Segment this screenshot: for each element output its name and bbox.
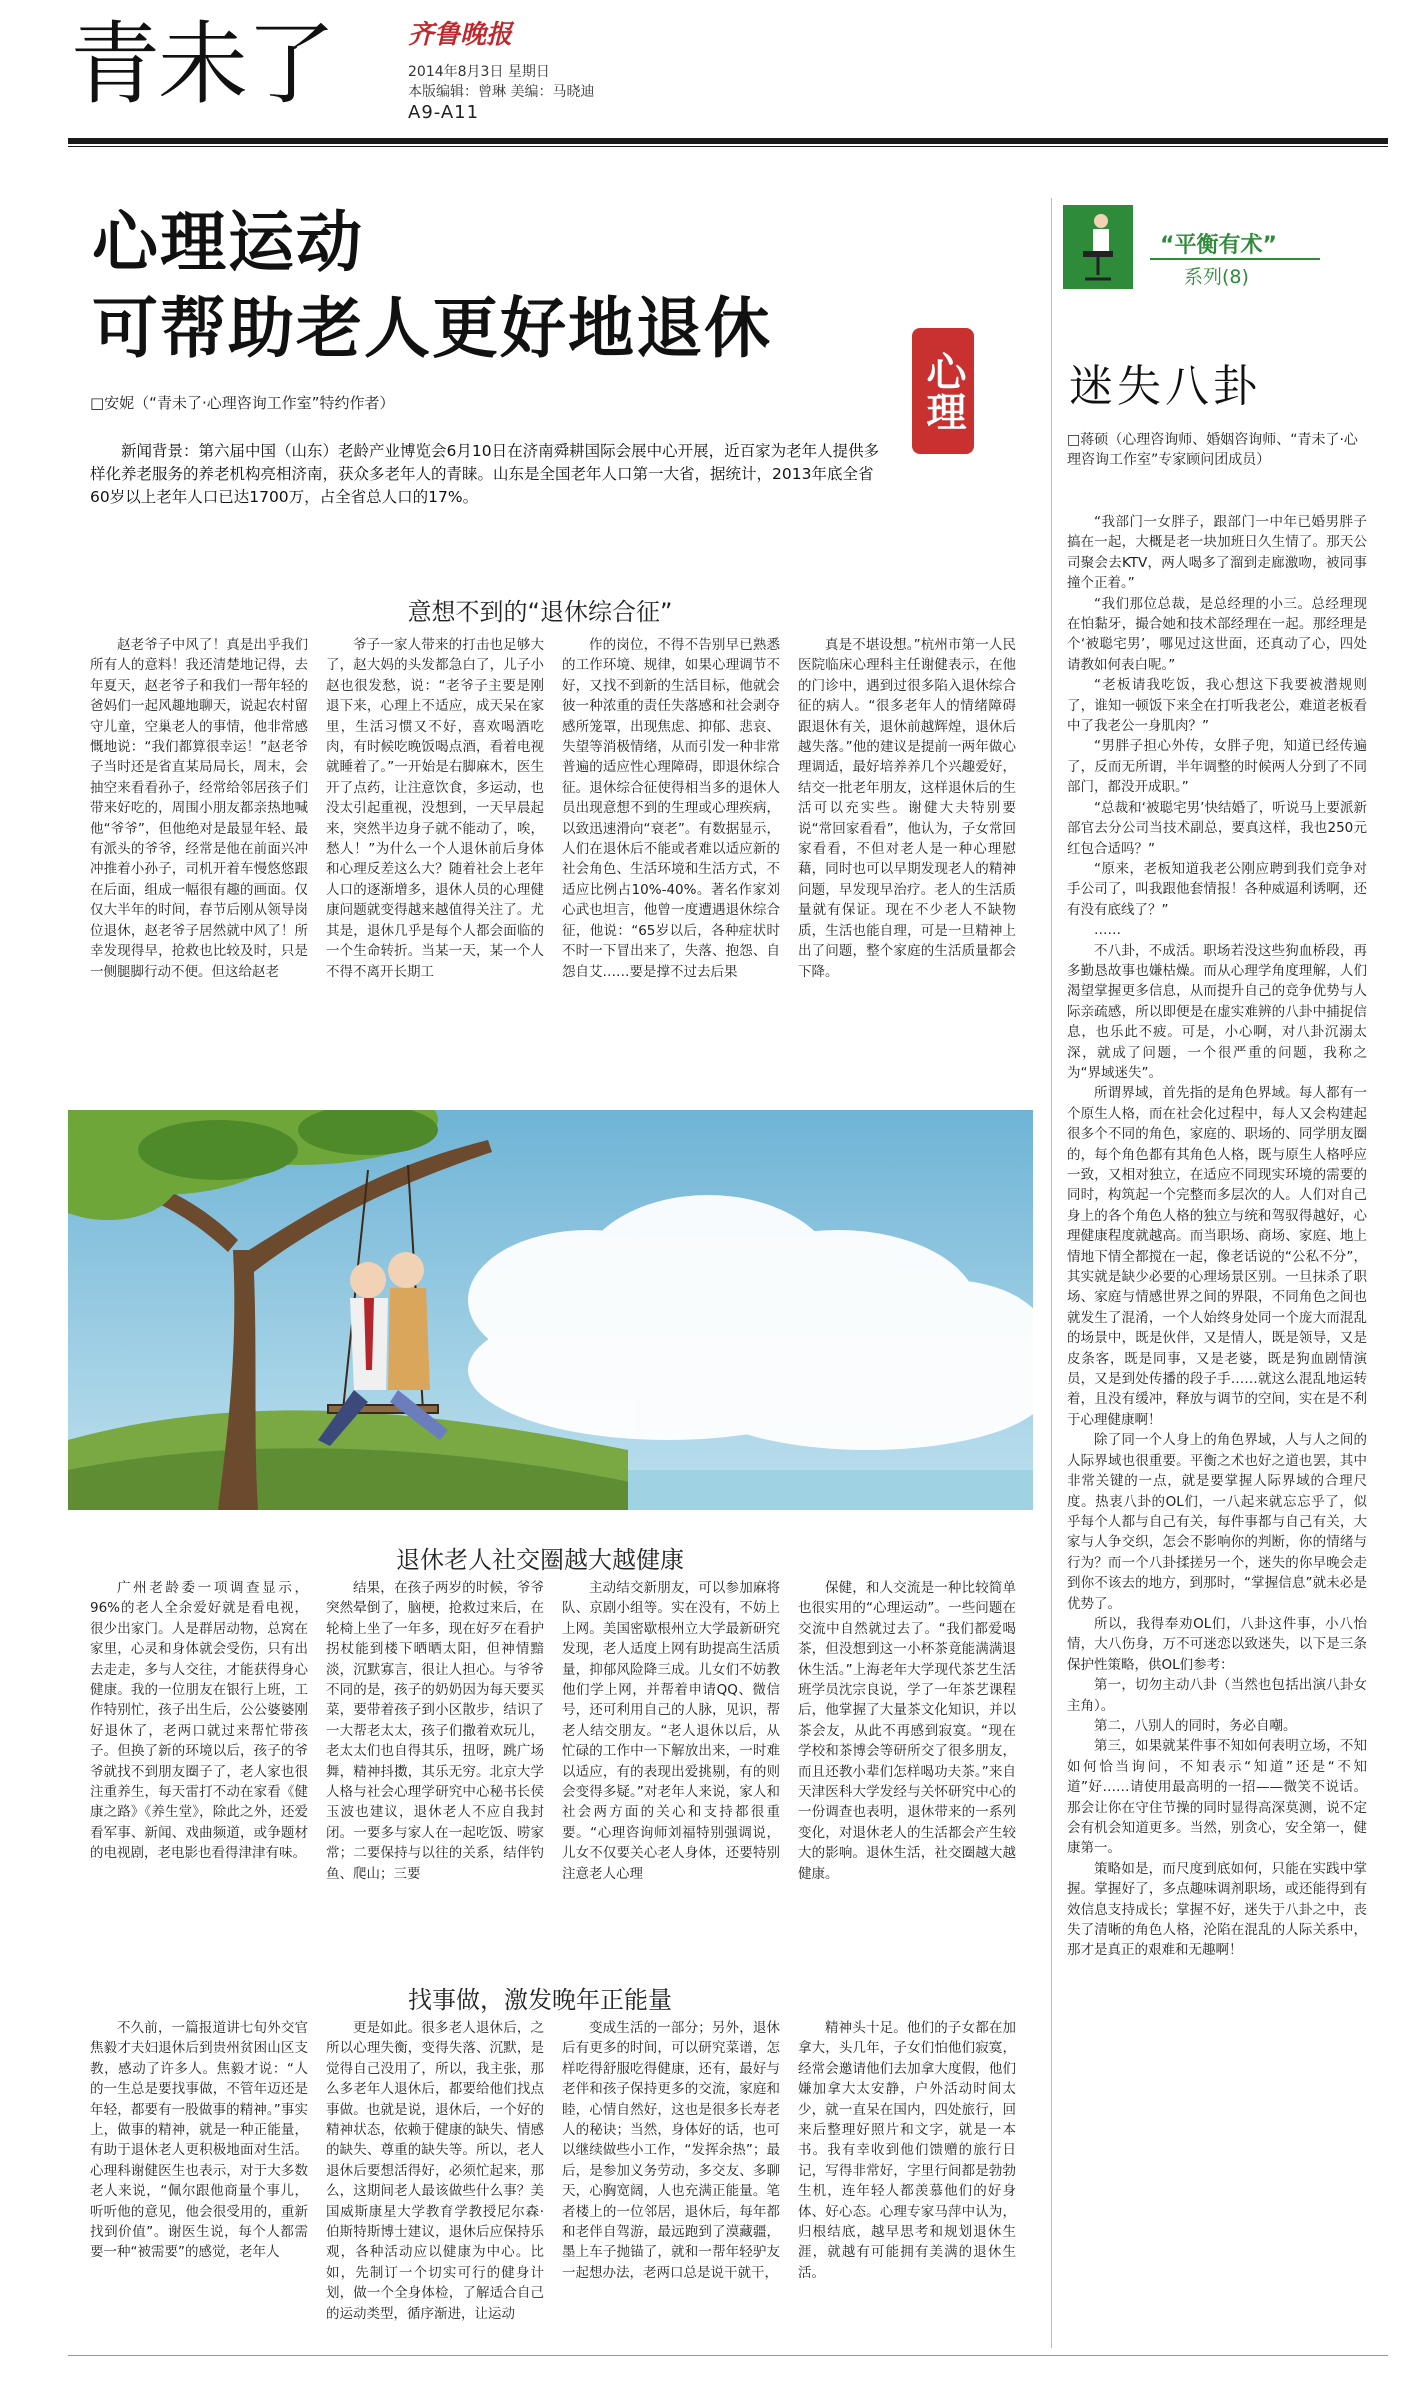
headline-line-1: 心理运动 (92, 204, 364, 281)
series-number: 系列(8) (1184, 266, 1249, 288)
sidebar-paragraph: 第一，切勿主动八卦（当然也包括出演八卦女主角）。 (1067, 1677, 1367, 1714)
section-title-1: 意想不到的“退休综合征” (407, 598, 673, 626)
sidebar-divider (1051, 198, 1052, 2348)
sidebar-paragraph: “我们那位总裁，是总经理的小三。总经理现在怕黏牙，撮合她和技术部经理在一起。那经理是个‘被聪宅男’，哪见过这世面，还真动了心，四处请教如何表白呢。” (1067, 595, 1367, 673)
issue-date: 2014年8月3日 星期日 (408, 64, 550, 80)
section-2-column-1: 广州老龄委一项调查显示，96%的老人全余爱好就是看电视，很少出家门。人是群居动物，总窝在家里，心灵和身体就会受伤，只有出去走走，多与人交往，才能获得身心健康。我的一位朋友在银行上班，工作特别忙，孩子出生后，公公婆婆刚好退休了，老两口就过来帮忙带孩子。但换了新的环境以后，孩子的爷爷就找不到朋友圈子了，老人家也很注重养生，每天雷打不动在家看《健康之路》《养生堂》，除此之外，还爱看军事、新闻、戏曲频道，或争题材的电视剧，老电影也看得津津有味。 (90, 1580, 308, 1862)
sidebar-paragraph: 第三，如果就某件事不知如何表明立场，不知如何恰当询问，不知表示“知道”还是“不知道”好……请使用最高明的一招——微笑不说话。那会让你在守住节操的同时显得高深莫测，说不定会有机会知道更多。当然，别贪心，安全第一，健康第一。 (1067, 1738, 1367, 1857)
section-1-column-4: 真是不堪设想。”杭州市第一人民医院临床心理科主任谢健表示，在他的门诊中，遇到过很多陷入退休综合征的病人。“很多老年人的情绪障碍跟退休有关，退休前越辉煌，退休后越失落。”他的建议是提前一两年做心理调适，最好培养养几个兴趣爱好，结交一批老年朋友，这样退休后的生活可以充实些。谢健大夫特别要说“常回家看看”，他认为，子女常回家看看，不但对老人是一种心理慰藉，同时也可以早期发现老人的精神问题，早发现早治疗。老人的生活质量就有保证。现在不少老人不缺物质，生活也能自理，可是一旦精神上出了问题，整个家庭的生活质量都会下降。 (798, 637, 1016, 980)
editor-credits: 本版编辑：曾琳 美编：马晓迪 (408, 84, 595, 100)
seal-text: 心理 (920, 351, 967, 431)
section-3-column-1: 不久前，一篇报道讲七旬外交官焦毅才夫妇退休后到贵州贫困山区支教，感动了许多人。焦毅才说：“人的一生总是要找事做，不管年迈还是年轻，都要有一股做事的精神。”事实上，做事的精神，就是一种正能量，有助于退休老人更积极地面对生活。心理科谢健医生也表示，对于大多数老人来说，“佩尔跟他商量个事儿，听听他的意见，他会很受用的，重新找到价值”。谢医生说，每个人都需要一种“被需要”的感觉，老年人 (90, 2020, 308, 2261)
section-2-column-4: 保健，和人交流是一种比较简单也很实用的“心理运动”。一些问题在交流中自然就过去了。“我们都爱喝茶，但没想到这一小杯茶竟能满满退休生活。”上海老年大学现代茶艺生活班学员沈宗良说，学了一年茶艺课程后，他掌握了大量茶文化知识，并以茶会友，从此不再感到寂寞。“现在学校和茶博会等研所交了很多朋友，而且还教小辈们怎样喝功夫茶。”来自天津医科大学发经与关怀研究中心的一份调查也表明，退休带来的一系列变化，对退休老人的生活都会产生较大的影响。退休生活，社交圈越大越健康。 (798, 1580, 1016, 1882)
sidebar-paragraph: “总裁和‘被聪宅男’快结婚了，听说马上要派新部官去分公司当技术副总，要真这样，我也250元红包合适吗？” (1067, 799, 1367, 857)
series-tag: “平衡有术” (1160, 233, 1277, 258)
sidebar-paragraph: …… (1094, 922, 1121, 939)
sidebar-title: 迷失八卦 (1069, 361, 1261, 412)
page-range: A9-A11 (408, 102, 480, 123)
article-byline: □安妮（“青未了·心理咨询工作室”特约作者） (90, 394, 395, 412)
section-2-column-3: 主动结交新朋友，可以参加麻将队、京剧小组等。实在没有，不妨上上网。美国密歇根州立大学最新研究发现，老人适度上网有助提高生活质量，抑郁风险降三成。儿女们不妨教他们学上网，并帮着申请QQ、微信号，还可利用自己的人脉，见识，帮老人结交朋友。“老人退休以后，从忙碌的工作中一下解放出来，一时难以适应，有的表现出爱挑剔，有的则会变得多疑。”对老年人来说，家人和社会两方面的关心和支持都很重要。“心理咨询师刘福特别强调说，儿女不仅要关心老人身体，还要特别注意老人心理 (562, 1580, 780, 1882)
sidebar-paragraph: 所以，我得奉劝OL们，八卦这件事，小八怡情，大八伤身，万不可迷恋以致迷失，以下是三条保护性策略，供OL们参考： (1067, 1615, 1367, 1673)
section-2-column-2: 结果，在孩子两岁的时候，爷爷突然晕倒了，脑梗，抢救过来后，在轮椅上坐了一年多，现在好歹在看护拐杖能到楼下晒晒太阳，但神情黯淡，沉默寡言，很让人担心。与爷爷不同的是，孩子的奶奶因为每天要买菜，要带着孩子到小区散步，结识了一大帮老太太，孩子们撒着欢玩儿，老太太们也自得其乐，扭呀，跳广场舞，精神抖擞，其乐无穷。北京大学人格与社会心理学研究中心秘书长侯玉波也建议，退休老人不应自我封闭。一要多与家人在一起吃饭、唠家常；二要保持与以往的关系，结伴钓鱼、爬山；三要 (326, 1580, 544, 1882)
section-title-3: 找事做，激发晚年正能量 (408, 1986, 672, 2014)
issue-meta (408, 62, 594, 102)
section-3-column-3: 变成生活的一部分；另外，退休后有更多的时间，可以研究菜谱，怎样吃得舒服吃得健康，还有，最好与老伴和孩子保持更多的交流，家庭和睦，心情自然好，这也是很多长寿老人的秘诀；当然，身体好的话，也可以继续做些小工作，“发挥余热”；最后，是参加义务劳动，多交友、多聊天，心胸宽阔，人也充满正能量。笔者楼上的一位邻居，退休后，每年都和老伴自驾游，最远跑到了漠藏疆，墨上车子抛锚了，就和一帮年轻驴友一起想办法，老两口总是说干就干， (562, 2020, 780, 2281)
sidebar-paragraph: 策略如是，而尺度到底如何，只能在实践中掌握。掌握好了，多点趣味调剂职场，或还能得到有效信息支持成长；掌握不好，迷失于八卦之中，丧失了清晰的角色人格，沦陷在混乱的人际关系中，那才是真正的艰难和无趣啊！ (1067, 1860, 1367, 1959)
sidebar-byline: □蒋硕（心理咨询师、婚姻咨询师、“青未了·心理咨询工作室”专家顾问团成员） (1067, 432, 1358, 468)
section-3-column-4: 精神头十足。他们的子女都在加拿大，头几年，子女们怕他们寂寞，经常会邀请他们去加拿大度假，他们嫌加拿大太安静，户外活动时间太少，就一直呆在国内，四处旅行，回来后整理好照片和文字，就是一本书。我有幸收到他们馈赠的旅行日记，写得非常好，字里行间都是勃勃生机，连年轻人都羡慕他们的好身体、好心态。心理专家马萍中认为，归根结底，越早思考和规划退休生涯，就越有可能拥有美满的退休生活。 (798, 2020, 1016, 2281)
article-lede (90, 440, 880, 509)
lede-text: 新闻背景：第六届中国（山东）老龄产业博览会6月10日在济南舜耕国际会展中心开展，近百家为老年人提供多样化养老服务的养老机构亮相济南，获众多老年人的青睐。山东是全国老年人口第一大省，据统计，2013年底全省60岁以上老年人口已达1700万，占全省总人口的17%。 (90, 442, 880, 506)
swing-couple-illustration (68, 1110, 1033, 1510)
section-1-column-1: 赵老爷子中风了！真是出乎我们所有人的意料！我还清楚地记得，去年夏天，赵老爷子和我们一帮年轻的爸妈们一起风趣地聊天，说起农村留守儿童，空巢老人的事情，他非常感慨地说：“我们都算很幸运！”赵老爷子当时还是省直某局局长，周末，会抽空来看看孙子，经常给邻居孩子们带来好吃的，周围小朋友都亲热地喊他“爷爷”，但他绝对是最显年轻、最有派头的爷爷，经常是他在前面兴冲冲推着小孙子，司机开着车慢悠悠跟在后面，组成一幅很有趣的画面。仅仅大半年的时间，春节后刚从领导岗位退休，赵老爷子居然就中风了！所幸发现得早，抢救也比较及时，只是一侧腿脚行动不便。但这给赵老 (90, 637, 308, 980)
article-headline (92, 200, 772, 372)
newspaper-logo: 齐鲁晚报 (408, 20, 513, 50)
page-bottom-rule (68, 2355, 1388, 2356)
section-1-column-3: 作的岗位，不得不告别早已熟悉的工作环境、规律，如果心理调节不好，又找不到新的生活目标，他就会彼一种浓重的责任失落感和社会剥夺感所笼罩，出现焦虑、抑郁、悲哀、失望等消极情绪，从而引发一种非常普遍的适应性心理障碍，即退休综合征。退休综合征使得相当多的退休人员出现意想不到的生理或心理疾病，以致迅速滑向“衰老”。有数据显示，人们在退休后不能或者难以适应新的社会角色、生活环境和生活方式，不适应比例占10%-40%。著名作家刘心武也坦言，他曾一度遭遇退休综合征，他说：“65岁以后，各种症状时不时一下冒出来了，失落、抱怨、自怨自艾……要是撑不过去后果 (562, 637, 780, 980)
section-title-2: 退休老人社交圈越大越健康 (396, 1546, 684, 1574)
psychology-seal (912, 328, 974, 454)
sidebar-paragraph: 不八卦，不成活。职场若没这些狗血桥段，再多勤恳故事也嫌枯燥。而从心理学角度理解，人们渴望掌握更多信息，从而提升自己的竞争优势与人际亲疏感，所以即便是在虚实难辨的八卦中捕捉信息，也乐此不疲。可是，小心啊，对八卦沉溺太深，就成了问题，一个很严重的问题，我称之为“界域迷失”。 (1067, 942, 1367, 1081)
masthead-divider (68, 138, 1388, 144)
office-chair-icon (1063, 205, 1133, 289)
series-tag-underline (1150, 258, 1320, 260)
sidebar-paragraph: “原来，老板知道我老公刚应聘到我们竞争对手公司了，叫我跟他套情报！各种威逼利诱啊，还有没有底线了？” (1067, 860, 1367, 918)
sidebar-paragraph: 所谓界域，首先指的是角色界域。每人都有一个原生人格，而在社会化过程中，每人又会构建起很多个不同的角色，家庭的、职场的、同学朋友圈的，每个角色都有其角色人格，既与原生人格呼应一致，又相对独立，在适应不同现实环境的需要的同时，构筑起一个完整而多层次的人。人们对自己身上的各个角色人格的独立与统和驾驭得越好，心理健康程度就越高。而当职场、商场、家庭、地上情地下情全都搅在一起，像老话说的“公私不分”，其实就是缺少必要的心理场景区别。一旦抹杀了职场、家庭与情感世界之间的界限，不同角色之间也就发生了混淆，一个人始终身处同一个庞大而混乱的场景中，既是伙伴，又是情人，既是领导，又是皮条客，既是同事，又是老婆，既是狗血剧情演员，又是到处传播的段子手……就这么混乱地运转着，且没有缓冲，释放与调节的空间，实在是不利于心理健康啊！ (1067, 1085, 1367, 1428)
sidebar-body (1067, 512, 1367, 1961)
headline-line-2: 可帮助老人更好地退休 (92, 290, 772, 367)
section-1-column-2: 爷子一家人带来的打击也足够大了，赵大妈的头发都急白了，儿子小赵也很发愁，说：“老爷子主要是刚退下来，心理上不适应，成天呆在家里，生活习惯又不好，喜欢喝酒吃肉，有时候吃晚饭喝点酒，看着电视就睡着了。”一开始是右脚麻木，医生开了点药，让注意饮食，多运动，也没太引起重视，没想到，一天早晨起来，突然半边身子就不能动了，唉，愁人！”为什么一个人退休前后身体和心理反差这么大？随着社会上老年人口的逐渐增多，退休人员的心理健康问题就变得越来越值得关注了。尤其是，退休几乎是每个人都会面临的一个生命转折。当某一天，某一个人不得不离开长期工 (326, 637, 544, 980)
masthead-divider-thin (68, 146, 1388, 147)
sidebar-paragraph: “男胖子担心外传，女胖子兜，知道已经传遍了，反而无所谓，半年调整的时候两人分到了不同部门，都没开成职。” (1067, 738, 1367, 796)
sidebar-paragraph: 第二，八别人的同时，务必自嘲。 (1094, 1717, 1297, 1734)
section-3-column-2: 更是如此。很多老人退休后，之所以心理失衡，变得失落、沉默，是觉得自己没用了，所以，我主张，那么多老年人退休后，都要给他们找点事做。也就是说，退休后，一个好的精神状态，依赖于健康的缺失、情感的缺失、尊重的缺失等。所以，老人退休后要想活得好，必须忙起来，那么，这期间老人最该做些什么事？美国威斯康星大学教育学教授尼尔森·伯斯特斯博士建议，退休后应保持乐观，各种活动应以健康为中心。比如，先制订一个切实可行的健身计划，做一个全身体检，了解适合自己的运动类型，循序渐进，让运动 (326, 2020, 544, 2322)
sidebar-paragraph: 除了同一个人身上的角色界域，人与人之间的人际界域也很重要。平衡之术也好之道也罢，其中非常关键的一点，就是要掌握人际界域的合理尺度。热衷八卦的OL们，一八起来就忘忘乎了，似乎每个人都与自己有关，每件事都与自己有关，大家与人争交织，怎会不影响你的判断，你的情绪与行为？而一个八卦揉搓另一个，迷失的你早晚会走到你不该去的地方，到那时，“掌握信息”就未必是优势了。 (1067, 1432, 1367, 1612)
sidebar-paragraph: “我部门一女胖子，跟部门一中年已婚男胖子搞在一起，大概是老一块加班日久生情了。那天公司聚会去KTV，两人喝多了溜到走廊激吻，被同事撞个正着。” (1067, 514, 1367, 592)
section-masthead-title: 青未了 (70, 12, 334, 117)
sidebar-paragraph: “老板请我吃饭，我心想这下我要被潜规则了，谁知一顿饭下来全在打听我老公，难道老板看中了我老公一身肌肉？” (1067, 677, 1367, 735)
